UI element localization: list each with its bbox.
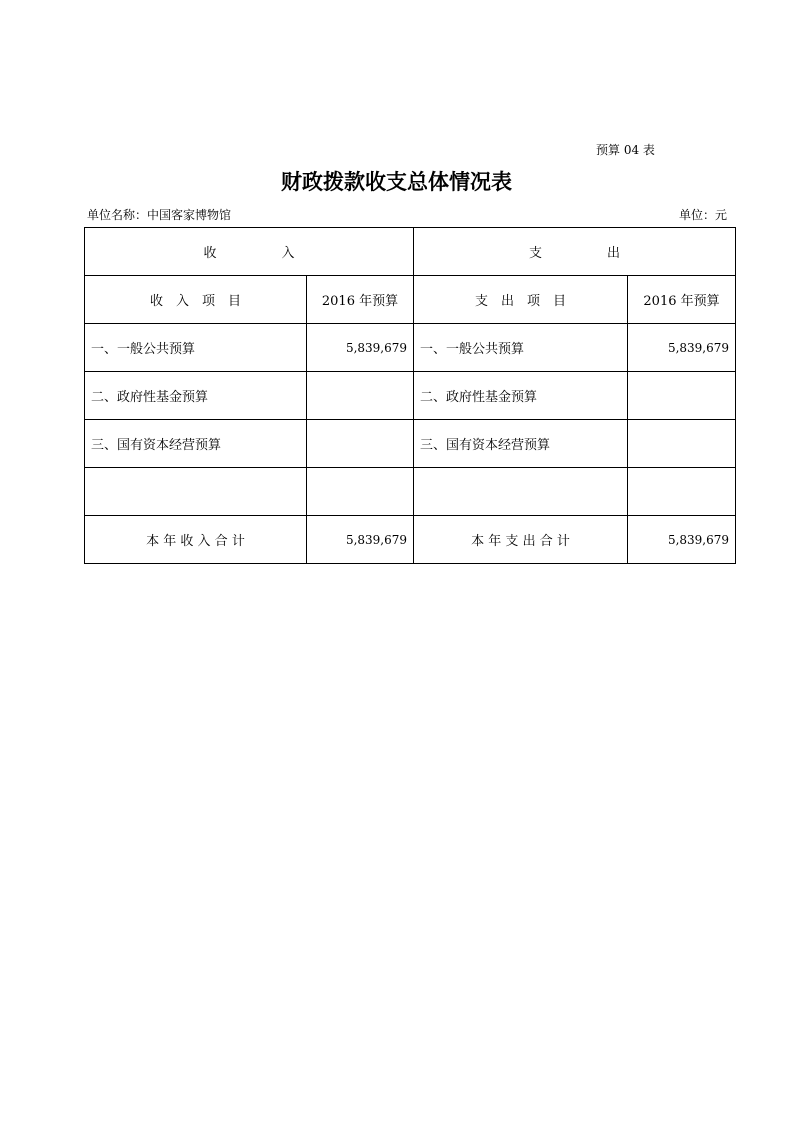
expense-item — [414, 468, 628, 516]
table-row — [85, 324, 736, 372]
budget-table — [84, 227, 736, 564]
expense-value: 5,839,679 — [628, 324, 736, 372]
expense-value — [628, 420, 736, 468]
expense-item: 一、一般公共预算 — [414, 324, 628, 372]
table-row — [85, 468, 736, 516]
expense-total-label: 本 年 支 出 合 计 — [414, 516, 628, 564]
currency-unit: 单位：元 — [679, 208, 728, 222]
income-total-value: 5,839,679 — [307, 516, 414, 564]
unit-name: 单位名称：中国客家博物馆 — [87, 208, 232, 222]
expense-item: 三、国有资本经营预算 — [414, 420, 628, 468]
income-value — [307, 372, 414, 420]
expense-header: 支 出 — [414, 228, 736, 276]
income-value — [307, 468, 414, 516]
document-code: 预算 04 表 — [596, 143, 655, 157]
page-title: 财政拨款收支总体情况表 — [281, 170, 512, 194]
expense-item: 二、政府性基金预算 — [414, 372, 628, 420]
income-total-label: 本 年 收 入 合 计 — [85, 516, 307, 564]
income-value — [307, 420, 414, 468]
table-total-row — [85, 516, 736, 564]
income-item: 二、政府性基金预算 — [85, 372, 307, 420]
income-budget-header: 2016 年预算 — [307, 276, 414, 324]
income-item: 一、一般公共预算 — [85, 324, 307, 372]
expense-budget-header: 2016 年预算 — [628, 276, 736, 324]
expense-item-header: 支 出 项 目 — [414, 276, 628, 324]
table-row — [85, 372, 736, 420]
income-item — [85, 468, 307, 516]
table-subheader-row — [85, 276, 736, 324]
expense-value — [628, 372, 736, 420]
table-row — [85, 420, 736, 468]
table-header-row — [85, 228, 736, 276]
expense-value — [628, 468, 736, 516]
income-value: 5,839,679 — [307, 324, 414, 372]
income-header: 收 入 — [85, 228, 414, 276]
income-item: 三、国有资本经营预算 — [85, 420, 307, 468]
expense-total-value: 5,839,679 — [628, 516, 736, 564]
income-item-header: 收 入 项 目 — [85, 276, 307, 324]
